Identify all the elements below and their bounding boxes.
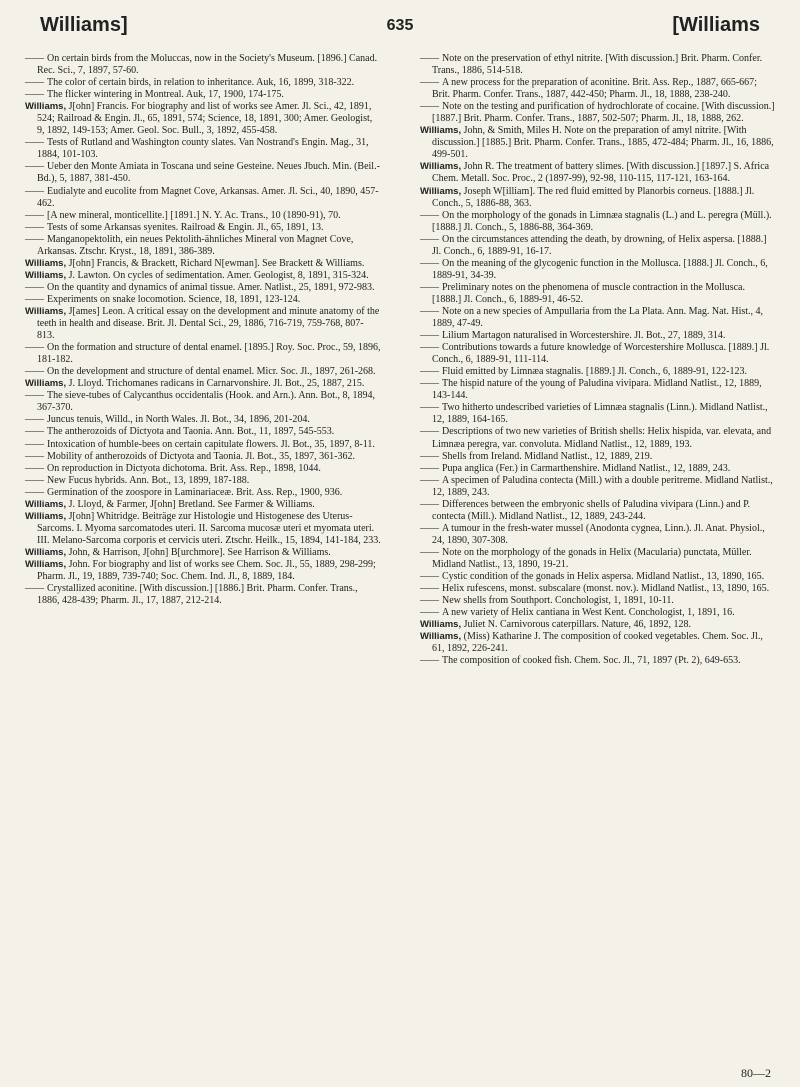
entry-text: Preliminary notes on the phenomena of muscle contraction in the Mollusca. [1888.] Jl. Conch., 6, 1889-91, 46-52. (432, 281, 745, 305)
bibliography-entry (25, 77, 381, 89)
bibliography-entry (420, 523, 776, 547)
entry-text: J[ohn] Francis, & Brackett, Richard N[ewman]. See Brackett & Williams. (66, 257, 365, 269)
bibliography-entry (25, 342, 381, 366)
author-name: Williams, (420, 161, 462, 173)
entry-text: On the circumstances attending the death, by drowning, of Helix aspersa. [1888.] Jl. Conch., 6, 1889-91, 16-17. (432, 233, 767, 257)
entry-text: Helix rufescens, monst. subscalare (monst. nov.). Midland Natlist., 13, 1890, 165. (442, 583, 770, 595)
bibliography-entry (25, 475, 381, 487)
entry-text: Cystic condition of the gonads in Helix aspersa. Midland Natlist., 13, 1890, 165. (442, 571, 765, 583)
entry-text: The color of certain birds, in relation to inheritance. Auk, 16, 1899, 318-322. (47, 77, 355, 89)
entry-text: On certain birds from the Moluccas, now in the Society's Museum. [1896.] Canad. Rec. Sci., 7, 1897, 57-60. (37, 53, 378, 77)
entry-text: J. Lloyd. Trichomanes radicans in Carnarvonshire. Jl. Bot., 25, 1887, 215. (66, 378, 365, 390)
page-number: 635 (386, 17, 414, 34)
entry-text: Tests of some Arkansas syenites. Railroad & Engin. Jl., 65, 1891, 13. (47, 221, 324, 233)
bibliography-entry (420, 282, 776, 306)
entry-text: On the meaning of the glycogenic function in the Mollusca. [1888.] Jl. Conch., 6, 1889-91, 34-39. (432, 257, 768, 281)
entry-text: J[ohn] Whitridge. Beiträge zur Histologie und Histogenese des Uterus-Sarcoms. I. Myoma sarcomatodes uteri. II. Sarcoma mucosæ uteri et myomata uteri. III. Melano-Sarcoma corporis et cervicis uteri. Ztschr. Heilk., 15, 1894, 141-184, 233. (37, 510, 381, 546)
bibliography-entry (420, 631, 776, 655)
author-name: Williams, (25, 498, 67, 510)
author-name: Williams, (420, 631, 462, 643)
footer-signature: 80—2 (741, 1066, 771, 1080)
bibliography-entry (420, 607, 776, 619)
entry-text: On the quantity and dynamics of animal tissue. Amer. Natlist., 25, 1891, 972-983. (47, 281, 375, 293)
entry-text: New shells from Southport. Conchologist, 1, 1891, 10-11. (442, 595, 674, 607)
entry-text: Descriptions of two new varieties of British shells: Helix hispida, var. elevata, and Limnæa peregra, var. convoluta. Midland Natlist., 12, 1889, 193. (432, 426, 772, 450)
entry-text: Fluid emitted by Limnæa stagnalis. [1889.] Jl. Conch., 6, 1889-91, 122-123. (442, 366, 747, 378)
bibliography-entry (25, 294, 381, 306)
entry-text: Mobility of antherozoids of Dictyota and Taonia. Jl. Bot., 35, 1897, 361-362. (47, 450, 355, 462)
bibliography-entry (25, 439, 381, 451)
entry-text: J. Lloyd, & Farmer, J[ohn] Bretland. See Farmer & Williams. (66, 498, 315, 510)
bibliography-entry (420, 451, 776, 463)
header-left: Williams] (40, 14, 128, 36)
bibliography-entry (25, 487, 381, 499)
entry-text: Differences between the embryonic shells of Paludina vivipara (Linn.) and P. contecta (Mill.). Midland Natlist., 12, 1889, 243-244. (432, 498, 751, 522)
entry-text: A new variety of Helix cantiana in West Kent. Conchologist, 1, 1891, 16. (442, 607, 735, 619)
entry-text: Note on the morphology of the gonads in Helix (Macularia) punctata, Müller. Midland Natlist., 13, 1890, 19-21. (432, 546, 752, 570)
entry-text: Juncus tenuis, Willd., in North Wales. Jl. Bot., 34, 1896, 201-204. (47, 414, 310, 426)
bibliography-entry (25, 89, 381, 101)
entry-text: A specimen of Paludina contecta (Mill.) with a double peritreme. Midland Natlist., 12, 1889, 243. (432, 474, 773, 498)
entry-text: Intoxication of humble-bees on certain capitulate flowers. Jl. Bot., 35, 1897, 8-11. (47, 438, 375, 450)
bibliography-entry (420, 426, 776, 450)
entry-text: Lilium Martagon naturalised in Worcestershire. Jl. Bot., 27, 1889, 314. (442, 330, 726, 342)
bibliography-entry (420, 161, 776, 185)
entry-text: On the development and structure of dental enamel. Micr. Soc. Jl., 1897, 261-268. (47, 366, 376, 378)
bibliography-entry (25, 463, 381, 475)
bibliography-entry (420, 402, 776, 426)
entry-text: John, & Smith, Miles H. Note on the preparation of amyl nitrite. [With discussion.] [1885.] Brit. Pharm. Confer. Trans., 1885, 472-484; Pharm. Jl., 16, 1886, 499-501. (432, 125, 774, 161)
entry-text: Eudialyte and eucolite from Magnet Cove, Arkansas. Amer. Jl. Sci., 40, 1890, 457-462. (37, 185, 379, 209)
entry-text: (Miss) Katharine J. The composition of cooked vegetables. Chem. Soc. Jl., 61, 1892, 226-241. (432, 631, 763, 655)
author-name: Williams, (420, 619, 462, 631)
bibliography-entry (420, 258, 776, 282)
entry-text: Experiments on snake locomotion. Science, 18, 1891, 123-124. (47, 293, 301, 305)
bibliography-entry (420, 77, 776, 101)
entry-text: The composition of cooked fish. Chem. Soc. Jl., 71, 1897 (Pt. 2), 649-653. (442, 655, 741, 667)
entry-text: Shells from Ireland. Midland Natlist., 12, 1889, 219. (442, 450, 653, 462)
bibliography-entry (25, 258, 381, 270)
entry-text: Contributions towards a future knowledge of Worcestershire Mollusca. [1889.] Jl. Conch., 6, 1889-91, 111-114. (432, 342, 770, 366)
bibliography-entry (25, 414, 381, 426)
entry-text: Two hitherto undescribed varieties of Limnæa stagnalis (Linn.). Midland Natlist., 12, 1889, 164-165. (432, 402, 768, 426)
entry-text: The hispid nature of the young of Paludina vivipara. Midland Natlist., 12, 1889, 143-144. (432, 378, 762, 402)
entry-text: Manganopektolith, ein neues Pektolith-ähnliches Mineral von Magnet Cove, Arkansas. Ztschr. Kryst., 18, 1891, 386-389. (37, 233, 354, 257)
entry-text: Crystallized aconitine. [With discussion.] [1886.] Brit. Pharm. Confer. Trans., 1886, 428-439; Pharm. Jl., 17, 1887, 212-214. (37, 583, 358, 607)
bibliography-entry (25, 426, 381, 438)
bibliography-entry (420, 210, 776, 234)
header-right: [Williams (672, 14, 760, 36)
author-name: Williams, (25, 546, 67, 558)
entry-text: Note on a new species of Ampullaria from the La Plata. Ann. Mag. Nat. Hist., 4, 1889, 47-49. (432, 305, 764, 330)
bibliography-entry (420, 463, 776, 475)
entry-text: Joseph W[illiam]. The red fluid emitted by Planorbis corneus. [1888.] Jl. Conch., 5, 1886-88, 363. (432, 185, 755, 209)
entry-text: Tests of Rutland and Washington county slates. Van Nostrand's Engin. Mag., 31, 1884, 101-103. (37, 137, 369, 161)
bibliography-entry (25, 101, 381, 137)
page-header (40, 14, 760, 44)
author-name: Williams, (420, 125, 462, 137)
bibliography-entry (25, 161, 381, 185)
entry-text: A new process for the preparation of aconitine. Brit. Ass. Rep., 1887, 665-667; Brit. Pharm. Confer. Trans., 1887, 442-450; Pharm. Jl., 18, 1888, 238-240. (432, 77, 757, 101)
bibliography-entry (25, 234, 381, 258)
bibliography-entry (420, 378, 776, 402)
bibliography-entry (420, 595, 776, 607)
bibliography-entry (420, 101, 776, 125)
bibliography-entry (420, 234, 776, 258)
entry-text: J[ames] Leon. A critical essay on the development and minute anatomy of the teeth in health and disease. Brit. Jl. Dental Sci., 29, 1886, 716-719, 759-768, 807-813. (37, 305, 380, 342)
bibliography-entry (420, 475, 776, 499)
author-name: Williams, (25, 269, 67, 281)
bibliography-entry (25, 547, 381, 559)
bibliography-entry (420, 366, 776, 378)
bibliography-entry (420, 499, 776, 523)
bibliography-entry (25, 378, 381, 390)
bibliography-entry (25, 137, 381, 161)
bibliography-entry (420, 342, 776, 366)
entry-text: John. For biography and list of works see Chem. Soc. Jl., 55, 1889, 298-299; Pharm. Jl., 19, 1889, 739-740; Soc. Chem. Ind. Jl., 8, 1889, 184. (37, 558, 376, 583)
bibliography-entry (420, 53, 776, 77)
entry-text: J. Lawton. On cycles of sedimentation. Amer. Geologist, 8, 1891, 315-324. (66, 269, 369, 281)
entry-text: Note on the preservation of ethyl nitrite. [With discussion.] Brit. Pharm. Confer. Trans., 1886, 514-518. (432, 53, 763, 77)
bibliography-entry (25, 306, 381, 342)
bibliography-entry (25, 559, 381, 583)
entry-text: New Fucus hybrids. Ann. Bot., 13, 1899, 187-188. (47, 474, 250, 486)
entry-text: Juliet N. Carnivorous caterpillars. Nature, 46, 1892, 128. (461, 619, 692, 631)
right-column (420, 53, 776, 667)
author-name: Williams, (25, 101, 67, 113)
entry-text: Germination of the zoospore in Laminariaceæ. Brit. Ass. Rep., 1900, 936. (47, 486, 343, 498)
author-name: Williams, (25, 510, 67, 522)
entry-text: John, & Harrison, J[ohn] B[urchmore]. See Harrison & Williams. (66, 546, 331, 558)
entry-text: On the formation and structure of dental enamel. [1895.] Roy. Soc. Proc., 59, 1896, 181-182. (37, 342, 381, 366)
entry-text: The sieve-tubes of Calycanthus occidentalis (Hook. and Arn.). Ann. Bot., 8, 1894, 367-370. (37, 390, 375, 414)
bibliography-entry (25, 282, 381, 294)
bibliography-entry (420, 547, 776, 571)
bibliography-entry (420, 571, 776, 583)
entry-text: The antherozoids of Dictyota and Taonia. Ann. Bot., 11, 1897, 545-553. (47, 426, 335, 438)
bibliography-entry (25, 222, 381, 234)
entry-text: J[ohn] Francis. For biography and list of works see Amer. Jl. Sci., 42, 1891, 524; Railroad & Engin. Jl., 65, 1891, 574; Science, 18, 1891, 300; Amer. Geologist, 9, 1892, 149-153; Amer. Geol. Soc. Bull., 3, 1892, 455-458. (37, 101, 373, 137)
entry-text: Pupa anglica (Fer.) in Carmarthenshire. Midland Natlist., 12, 1889, 243. (442, 462, 731, 474)
bibliography-entry (25, 53, 381, 77)
bibliography-entry (420, 186, 776, 210)
bibliography-entry (420, 125, 776, 161)
entry-text: On reproduction in Dictyota dichotoma. Brit. Ass. Rep., 1898, 1044. (47, 462, 321, 474)
bibliography-entry (420, 619, 776, 631)
entry-text: The flicker wintering in Montreal. Auk, 17, 1900, 174-175. (47, 89, 284, 101)
entry-text: Note on the testing and purification of hydrochlorate of cocaine. [With discussion.] [1887.] Brit. Pharm. Confer. Trans., 1887, 502-507; Pharm. Jl., 18, 1888, 262. (432, 101, 775, 125)
entry-text: Ueber den Monte Amiata in Toscana und seine Gesteine. Neues Jbuch. Min. (Beil.-Bd.), 5, 1887, 381-450. (37, 161, 380, 185)
bibliography-entry (25, 583, 381, 607)
left-column (25, 53, 381, 607)
bibliography-entry (25, 451, 381, 463)
bibliography-entry (420, 330, 776, 342)
bibliography-entry (420, 583, 776, 595)
entry-text: [A new mineral, monticellite.] [1891.] N. Y. Ac. Trans., 10 (1890-91), 70. (47, 209, 341, 221)
bibliography-entry (420, 655, 776, 667)
bibliography-entry (25, 390, 381, 414)
author-name: Williams, (420, 185, 462, 197)
author-name: Williams, (25, 558, 67, 570)
entry-text: John R. The treatment of battery slimes. [With discussion.] [1897.] S. Africa Chem. Metall. Soc. Proc., 2 (1897-99), 92-98, 110-115, 117-121, 163-164. (432, 161, 770, 185)
bibliography-entry (25, 270, 381, 282)
author-name: Williams, (25, 378, 67, 390)
entry-text: A tumour in the fresh-water mussel (Anodonta cygnea, Linn.). Jl. Anat. Physiol., 24, 1890, 307-308. (432, 522, 765, 546)
author-name: Williams, (25, 257, 67, 269)
bibliography-entry (25, 366, 381, 378)
author-name: Williams, (25, 305, 67, 317)
bibliography-entry (420, 306, 776, 330)
entry-text: On the morphology of the gonads in Limnæa stagnalis (L.) and L. peregra (Müll.). [1888.] Jl. Conch., 5, 1886-88, 364-369. (432, 209, 772, 233)
bibliography-entry (25, 511, 381, 547)
bibliography-entry (25, 186, 381, 210)
bibliography-entry (25, 210, 381, 222)
bibliography-entry (25, 499, 381, 511)
